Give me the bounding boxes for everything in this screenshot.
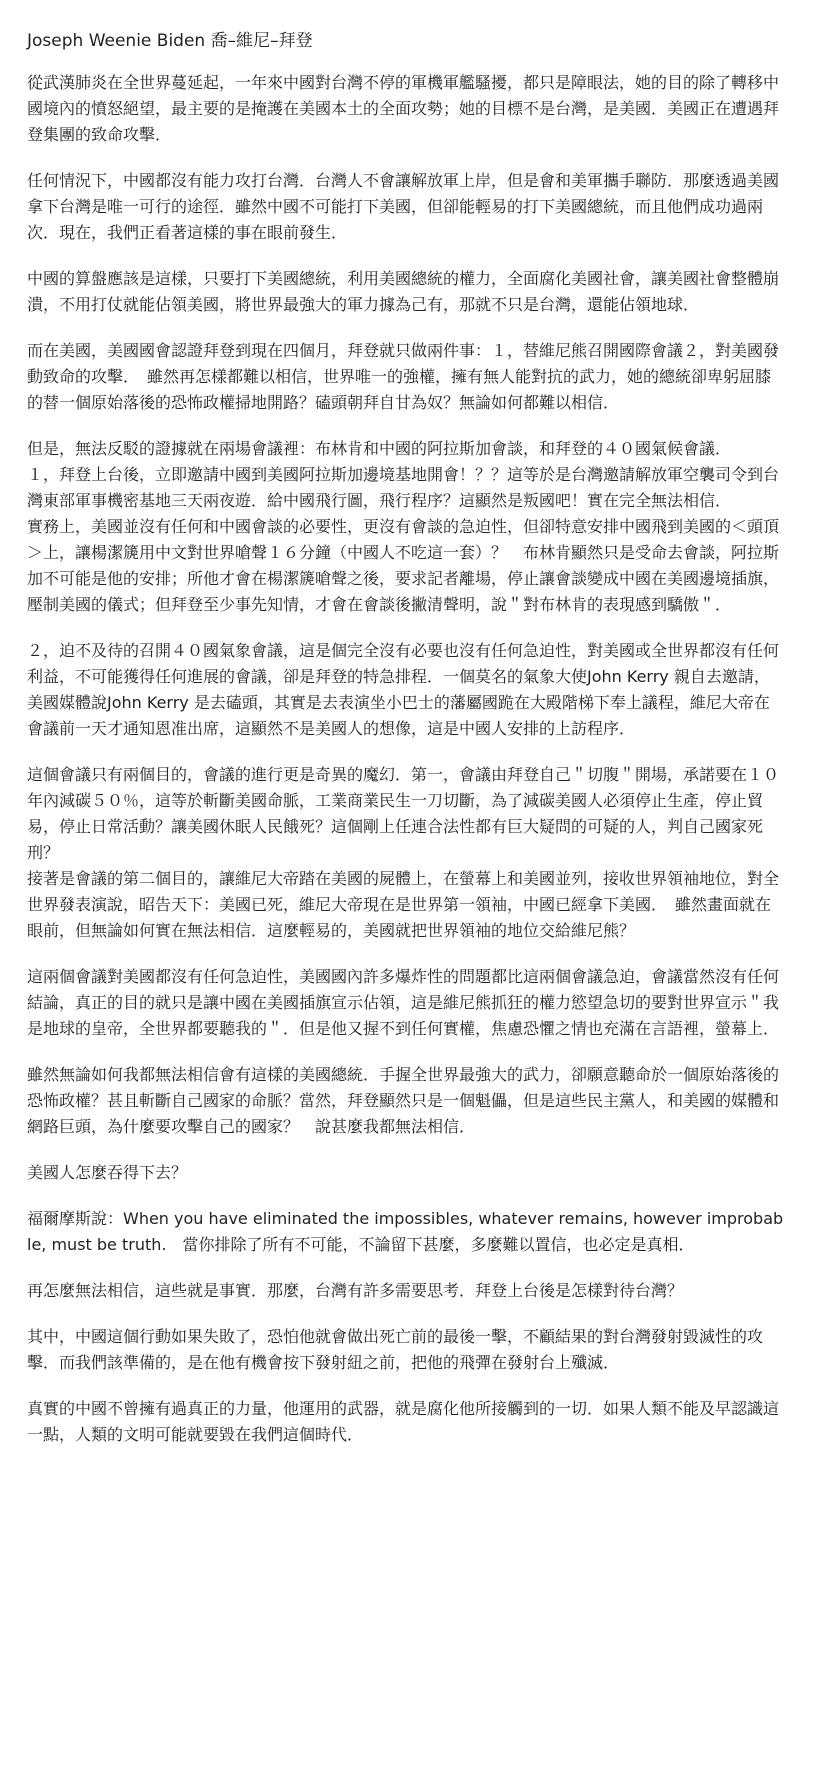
- article-paragraph: 福爾摩斯說：When you have eliminated the impossibles, whatever remains, however improbable, must be truth. 當你排除了所有不可能，不論留下甚麼，多麼難以置信，也必定是真相．: [27, 1209, 784, 1254]
- article-title: Joseph Weenie Biden 喬–維尼–拜登: [27, 31, 313, 51]
- article-paragraph: 中國的算盤應該是這樣，只要打下美國總統，利用美國總統的權力，全面腐化美國社會，讓美國社會整體崩潰，不用打仗就能佔領美國，將世界最強大的軍力據為己有，那就不只是台灣，還能佔領地球．: [27, 269, 780, 314]
- article-paragraph: 真實的中國不曾擁有過真正的力量，他運用的武器，就是腐化他所接觸到的一切．如果人類不能及早認識這一點，人類的文明可能就要毀在我們這個時代．: [27, 1399, 780, 1444]
- article-paragraph: 其中，中國這個行動如果失敗了，恐怕他就會做出死亡前的最後一擊，不顧結果的對台灣發射毀滅性的攻擊．而我們該準備的，是在他有機會按下發射紐之前，把他的飛彈在發射台上殲滅．: [27, 1327, 764, 1372]
- article-paragraph: 這個會議只有兩個目的，會議的進行更是奇異的魔幻．第一，會議由拜登自己＂切腹＂開場，承諾要在１０年內減碳５０％，這等於斬斷美國命脈，工業商業民生一刀切斷，為了減碳美國人必須停止生產，停止貿易，停止日常活動？讓美國休眠人民餓死？這個剛上任連合法性都有巨大疑問的可疑的人，判自己國家死刑？: [27, 765, 780, 862]
- article-paragraph: 這兩個會議對美國都沒有任何急迫性，美國國內許多爆炸性的問題都比這兩個會議急迫，會議當然沒有任何結論，真正的目的就只是讓中國在美國插旗宣示佔領，這是維尼熊抓狂的權力慾望急切的要對世界宣示＂我是地球的皇帝，全世界都要聽我的＂．但是他又握不到任何實權，焦慮恐懼之情也充滿在言語裡，螢幕上．: [27, 967, 780, 1038]
- article-paragraph: 雖然無論如何我都無法相信會有這樣的美國總統．手握全世界最強大的武力，卻願意聽命於一個原始落後的恐怖政權？甚且斬斷自己國家的命脈？當然，拜登顯然只是一個魁儡，但是這些民主黨人，和美國的媒體和網路巨頭，為什麼要攻擊自己的國家？ 說甚麼我都無法相信．: [27, 1065, 780, 1136]
- article-paragraph: 實務上，美國並沒有任何和中國會談的必要性，更沒有會談的急迫性，但卻特意安排中國飛到美國的＜頭頂＞上，讓楊潔篪用中文對世界嗆聲１６分鐘（中國人不吃這一套）？ 布林肯顯然只是受命去會談，阿拉斯加不可能是他的安排；所他才會在楊潔篪嗆聲之後，要求記者離場，停止讓會談變成中國在美國邊境插旗，壓制美國的儀式；但拜登至少事先知情，才會在會談後撇清聲明，說＂對布林肯的表現感到驕傲＂．: [27, 517, 780, 614]
- article-paragraph: 從武漢肺炎在全世界蔓延起，一年來中國對台灣不停的軍機軍艦騷擾，都只是障眼法，她的目的除了轉移中國境內的憤怒絕望，最主要的是掩護在美國本土的全面攻勢；她的目標不是台灣，是美國．美國正在遭遇拜登集團的致命攻擊．: [27, 73, 780, 144]
- article-paragraph: ２，迫不及待的召開４０國氣象會議，這是個完全沒有必要也沒有任何急迫性，對美國或全世界都沒有任何利益，不可能獲得任何進展的會議，卻是拜登的特急排程．一個莫名的氣象大使John Kerry 親自去邀請，美國媒體說John Kerry 是去磕頭，其實是去表演坐小巴士的藩屬國跪在大殿階梯下奉上議程，維尼大帝在會議前一天才通知恩准出席，這顯然不是美國人的想像，這是中國人安排的上訪程序．: [27, 641, 780, 738]
- article-paragraph: 但是，無法反駁的證據就在兩場會議裡：布林肯和中國的阿拉斯加會談，和拜登的４０國氣候會議．: [27, 439, 732, 458]
- article-paragraph: １，拜登上台後，立即邀請中國到美國阿拉斯加邊境基地開會！？？這等於是台灣邀請解放軍空襲司令到台灣東部軍事機密基地三天兩夜遊．給中國飛行圖，飛行程序？這顯然是叛國吧！實在完全無法相信．: [27, 465, 780, 510]
- article-paragraph: 接著是會議的第二個目的，讓維尼大帝踏在美國的屍體上，在螢幕上和美國並列，接收世界領袖地位，對全世界發表演說，昭告天下：美國已死，維尼大帝現在是世界第一領袖，中國已經拿下美國． 雖然畫面就在眼前，但無論如何實在無法相信．這麼輕易的，美國就把世界領袖的地位交給維尼熊？: [27, 869, 780, 940]
- article-paragraph: 任何情況下，中國都沒有能力攻打台灣．台灣人不會讓解放軍上岸，但是會和美軍攜手聯防．那麼透過美國拿下台灣是唯一可行的途徑．雖然中國不可能打下美國，但卻能輕易的打下美國總統，而且他們成功過兩次．現在，我們正看著這樣的事在眼前發生．: [27, 171, 780, 242]
- article-paragraph: 而在美國，美國國會認證拜登到現在四個月，拜登就只做兩件事：１，替維尼熊召開國際會議２，對美國發動致命的攻擊． 雖然再怎樣都難以相信，世界唯一的強權，擁有無人能對抗的武力，她的總統卻卑躬屈膝的替一個原始落後的恐怖政權掃地開路？磕頭朝拜自甘為奴？無論如何都難以相信．: [27, 341, 780, 412]
- article-paragraph: 再怎麼無法相信，這些就是事實．那麼，台灣有許多需要思考．拜登上台後是怎樣對待台灣？: [27, 1281, 684, 1300]
- article-paragraph: 美國人怎麼吞得下去？: [27, 1163, 188, 1182]
